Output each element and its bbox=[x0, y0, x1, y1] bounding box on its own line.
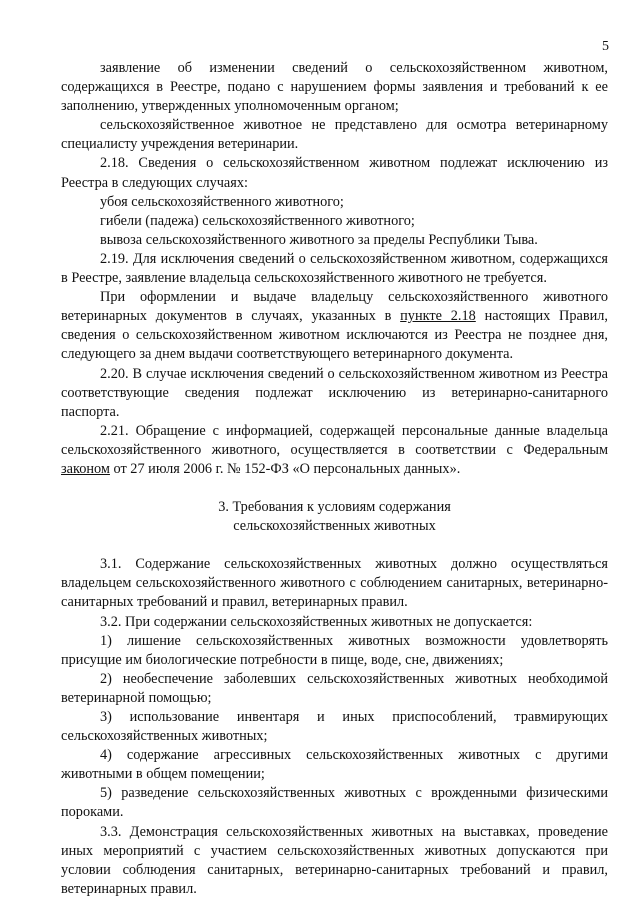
list-item: гибели (падежа) сельскохозяйственного животного; bbox=[100, 212, 415, 229]
list-item: 5) разведение сельскохозяйственных животных с врожденными физическими пороками. bbox=[61, 785, 608, 821]
paragraph-text: от 27 июля 2006 г. № 152-ФЗ «О персональных данных». bbox=[109, 460, 461, 477]
paragraph-text: При оформлении и выдаче владельцу сельскохозяйственного животного ветеринарных документов в случаях, указанных в bbox=[61, 289, 608, 325]
paragraph: 2.20. В случае исключения сведений о сельскохозяйственном животном из Реестра соответствующие сведения подлежат исключению из ветеринарно-санитарного паспорта. bbox=[61, 365, 608, 420]
paragraph: 3.1. Содержание сельскохозяйственных животных должно осуществляться владельцем сельскохозяйственного животного с соблюдением санитарных, ветеринарно-санитарных требований и правил, ветеринарных правил. bbox=[61, 556, 608, 611]
paragraph: 3.2. При содержании сельскохозяйственных животных не допускается: bbox=[100, 613, 533, 630]
paragraph bbox=[61, 288, 608, 364]
paragraph: 2.18. Сведения о сельскохозяйственном животном подлежат исключению из Реестра в следующих случаях: bbox=[61, 155, 608, 191]
heading-line: сельскохозяйственных животных bbox=[233, 518, 436, 535]
document-body bbox=[61, 59, 608, 899]
list-item: 3) использование инвентаря и иных приспособлений, травмирующих сельскохозяйственных животных; bbox=[61, 709, 608, 745]
list-item: убоя сельскохозяйственного животного; bbox=[100, 193, 344, 210]
paragraph-text: 2.21. Обращение с информацией, содержащей персональные данные владельца сельскохозяйственного животного, осуществляется в соответствии с Федеральным bbox=[61, 422, 608, 458]
paragraph: сельскохозяйственное животное не представлено для осмотра ветеринарному специалисту учреждения ветеринарии. bbox=[61, 117, 608, 153]
paragraph: заявление об изменении сведений о сельскохозяйственном животном, содержащихся в Реестре, подано с нарушением формы заявления и требований к ее заполнению, утвержденных уполномоченным органом; bbox=[61, 60, 608, 115]
page-number: 5 bbox=[602, 39, 609, 54]
paragraph: 2.19. Для исключения сведений о сельскохозяйственном животном, содержащихся в Реестре, заявление владельца сельскохозяйственного животного не требуется. bbox=[61, 250, 608, 287]
list-item: вывоза сельскохозяйственного животного за пределы Республики Тыва. bbox=[100, 231, 538, 248]
list-item: 4) содержание агрессивных сельскохозяйственных животных с другими животными в общем помещении; bbox=[61, 747, 608, 783]
list-item: 1) лишение сельскохозяйственных животных возможности удовлетворять присущие им биологические потребности в пище, воде, сне, движениях; bbox=[61, 632, 608, 668]
law-link[interactable]: законом bbox=[61, 460, 110, 477]
paragraph: 3.3. Демонстрация сельскохозяйственных животных на выставках, проведение иных мероприятий с участием сельскохозяйственных животных допускаются при условии соблюдения санитарных, ветеринарно-санитарных требований и правил, ветеринарных правил. bbox=[61, 823, 608, 897]
heading-line: 3. Требования к условиям содержания bbox=[218, 499, 451, 516]
list-item: 2) необеспечение заболевших сельскохозяйственных животных необходимой ветеринарной помощью; bbox=[61, 670, 608, 706]
paragraph-text: настоящих Правил, сведения о сельскохозяйственном животном исключаются из Реестра не позднее дня, следующего за днем выдачи соответствующего ветеринарного документа. bbox=[61, 308, 608, 363]
section-heading bbox=[61, 498, 608, 536]
clause-link[interactable]: пункте 2.18 bbox=[400, 308, 476, 325]
paragraph bbox=[61, 422, 608, 479]
